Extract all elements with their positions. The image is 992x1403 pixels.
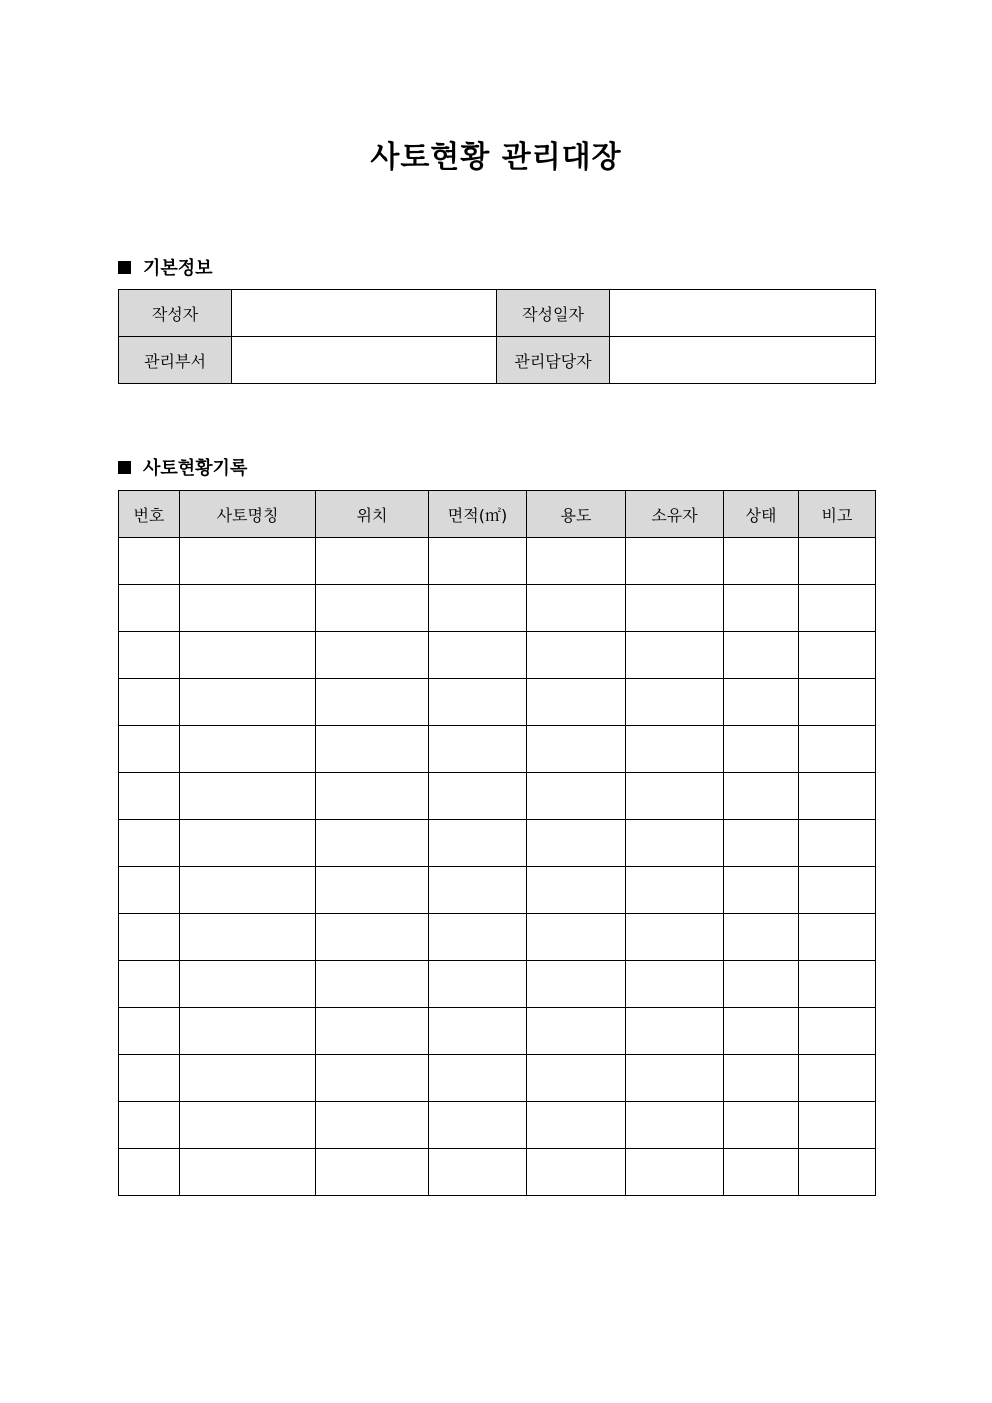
square-bullet-icon [118, 261, 131, 274]
table-cell[interactable] [799, 1102, 876, 1149]
table-cell[interactable] [724, 538, 799, 585]
table-cell[interactable] [316, 679, 429, 726]
table-cell[interactable] [799, 726, 876, 773]
table-row [119, 726, 876, 773]
table-cell[interactable] [429, 1149, 527, 1196]
table-cell[interactable] [527, 679, 626, 726]
table-cell[interactable] [527, 1149, 626, 1196]
date-label: 작성일자 [497, 290, 610, 337]
table-cell[interactable] [527, 585, 626, 632]
table-cell[interactable] [799, 1055, 876, 1102]
table-cell[interactable] [799, 538, 876, 585]
table-cell[interactable] [119, 820, 180, 867]
table-cell[interactable] [119, 1055, 180, 1102]
table-cell[interactable] [799, 632, 876, 679]
table-cell[interactable] [724, 585, 799, 632]
column-header: 면적(㎡) [429, 491, 527, 538]
table-cell[interactable] [724, 867, 799, 914]
table-cell[interactable] [527, 1102, 626, 1149]
table-cell[interactable] [626, 632, 724, 679]
department-field[interactable] [232, 337, 497, 384]
department-label: 관리부서 [119, 337, 232, 384]
table-cell[interactable] [724, 679, 799, 726]
table-cell[interactable] [429, 961, 527, 1008]
table-cell[interactable] [429, 1008, 527, 1055]
basic-info-row [119, 290, 876, 337]
table-cell[interactable] [527, 632, 626, 679]
table-cell[interactable] [527, 820, 626, 867]
table-cell[interactable] [316, 585, 429, 632]
table-cell[interactable] [316, 914, 429, 961]
table-cell[interactable] [316, 820, 429, 867]
table-cell[interactable] [626, 726, 724, 773]
table-cell[interactable] [799, 914, 876, 961]
table-cell[interactable] [180, 1008, 316, 1055]
table-row [119, 1008, 876, 1055]
table-cell[interactable] [527, 914, 626, 961]
table-cell[interactable] [626, 538, 724, 585]
table-cell[interactable] [724, 1008, 799, 1055]
table-header-row [119, 491, 876, 538]
table-row [119, 679, 876, 726]
table-cell[interactable] [119, 538, 180, 585]
table-cell[interactable] [799, 867, 876, 914]
table-cell[interactable] [724, 773, 799, 820]
table-cell[interactable] [316, 1149, 429, 1196]
table-cell[interactable] [626, 585, 724, 632]
author-field[interactable] [232, 290, 497, 337]
basic-info-heading-label: 기본정보 [143, 258, 213, 279]
table-row [119, 538, 876, 585]
column-header: 상태 [724, 491, 799, 538]
records-heading [118, 454, 247, 480]
table-cell[interactable] [316, 632, 429, 679]
author-label: 작성자 [119, 290, 232, 337]
table-cell[interactable] [799, 1149, 876, 1196]
table-cell[interactable] [316, 1008, 429, 1055]
column-header: 소유자 [626, 491, 724, 538]
table-cell[interactable] [180, 914, 316, 961]
table-cell[interactable] [799, 961, 876, 1008]
table-cell[interactable] [527, 961, 626, 1008]
table-cell[interactable] [724, 1149, 799, 1196]
square-bullet-icon [118, 461, 131, 474]
table-cell[interactable] [180, 726, 316, 773]
table-cell[interactable] [316, 726, 429, 773]
table-cell[interactable] [119, 773, 180, 820]
table-cell[interactable] [316, 961, 429, 1008]
table-cell[interactable] [799, 1008, 876, 1055]
table-cell[interactable] [626, 1055, 724, 1102]
table-cell[interactable] [429, 914, 527, 961]
table-cell[interactable] [799, 820, 876, 867]
table-row [119, 867, 876, 914]
table-cell[interactable] [527, 726, 626, 773]
table-cell[interactable] [724, 1055, 799, 1102]
table-cell[interactable] [180, 679, 316, 726]
table-cell[interactable] [724, 914, 799, 961]
table-cell[interactable] [180, 867, 316, 914]
table-cell[interactable] [527, 538, 626, 585]
table-cell[interactable] [724, 820, 799, 867]
table-row [119, 1055, 876, 1102]
table-cell[interactable] [119, 1102, 180, 1149]
table-cell[interactable] [316, 538, 429, 585]
table-cell[interactable] [119, 726, 180, 773]
table-cell[interactable] [724, 1102, 799, 1149]
table-cell[interactable] [180, 773, 316, 820]
table-cell[interactable] [799, 773, 876, 820]
table-cell[interactable] [119, 1008, 180, 1055]
table-cell[interactable] [429, 538, 527, 585]
table-cell[interactable] [180, 538, 316, 585]
document-title: 사토현황 관리대장 [370, 140, 622, 175]
table-row [119, 632, 876, 679]
table-cell[interactable] [429, 679, 527, 726]
table-cell[interactable] [119, 679, 180, 726]
table-cell[interactable] [180, 632, 316, 679]
table-row [119, 820, 876, 867]
table-cell[interactable] [527, 867, 626, 914]
table-cell[interactable] [429, 585, 527, 632]
table-cell[interactable] [180, 1149, 316, 1196]
table-cell[interactable] [724, 632, 799, 679]
table-cell[interactable] [180, 1055, 316, 1102]
table-cell[interactable] [119, 867, 180, 914]
table-row [119, 1102, 876, 1149]
table-cell[interactable] [626, 1149, 724, 1196]
table-cell[interactable] [799, 679, 876, 726]
manager-field[interactable] [610, 337, 876, 384]
table-cell[interactable] [429, 726, 527, 773]
column-header: 번호 [119, 491, 180, 538]
table-row [119, 585, 876, 632]
table-cell[interactable] [316, 1055, 429, 1102]
table-cell[interactable] [180, 961, 316, 1008]
table-row [119, 961, 876, 1008]
table-cell[interactable] [316, 867, 429, 914]
table-cell[interactable] [180, 1102, 316, 1149]
table-cell[interactable] [626, 773, 724, 820]
basic-info-heading [118, 254, 213, 280]
date-field[interactable] [610, 290, 876, 337]
table-row [119, 773, 876, 820]
table-cell[interactable] [626, 914, 724, 961]
table-cell[interactable] [180, 820, 316, 867]
table-cell[interactable] [429, 1055, 527, 1102]
basic-info-row [119, 337, 876, 384]
records-heading-label: 사토현황기록 [143, 458, 248, 479]
table-cell[interactable] [429, 1102, 527, 1149]
table-cell[interactable] [527, 773, 626, 820]
table-cell[interactable] [724, 961, 799, 1008]
column-header: 비고 [799, 491, 876, 538]
manager-label: 관리담당자 [497, 337, 610, 384]
table-cell[interactable] [626, 867, 724, 914]
table-cell[interactable] [316, 1102, 429, 1149]
table-cell[interactable] [429, 632, 527, 679]
table-cell[interactable] [180, 585, 316, 632]
table-cell[interactable] [799, 585, 876, 632]
table-cell[interactable] [527, 1055, 626, 1102]
table-cell[interactable] [724, 726, 799, 773]
table-row [119, 914, 876, 961]
basic-info-table [118, 289, 876, 384]
table-cell[interactable] [119, 632, 180, 679]
records-table [118, 490, 876, 1196]
table-cell[interactable] [429, 867, 527, 914]
table-cell[interactable] [119, 585, 180, 632]
table-cell[interactable] [119, 1149, 180, 1196]
table-row [119, 1149, 876, 1196]
table-cell[interactable] [429, 820, 527, 867]
column-header: 위치 [316, 491, 429, 538]
table-cell[interactable] [429, 773, 527, 820]
records-table-body [119, 538, 876, 1196]
table-cell[interactable] [626, 820, 724, 867]
table-cell[interactable] [119, 914, 180, 961]
table-cell[interactable] [626, 679, 724, 726]
table-cell[interactable] [626, 961, 724, 1008]
table-cell[interactable] [119, 961, 180, 1008]
column-header: 용도 [527, 491, 626, 538]
column-header: 사토명칭 [180, 491, 316, 538]
table-cell[interactable] [626, 1102, 724, 1149]
table-cell[interactable] [626, 1008, 724, 1055]
table-cell[interactable] [316, 773, 429, 820]
table-cell[interactable] [527, 1008, 626, 1055]
